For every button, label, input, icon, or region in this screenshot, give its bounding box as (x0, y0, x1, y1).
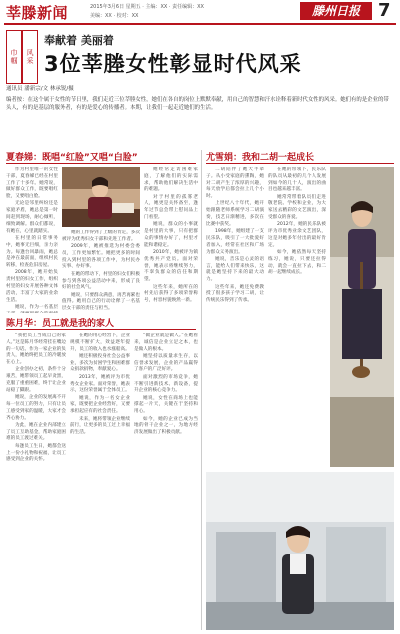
headline-kicker: 奉献着 美丽着 (44, 34, 114, 47)
paragraph: 每逢员工生日，她都会送上一份小礼物和祝福，让员工感受到企业的关怀。 (6, 443, 66, 463)
paragraph: “我把员工当成自己的家人。”这是陈月华经常挂在嘴边的一句话。作为一家企业的负责人，她始终把员工的冷暖放在心上。 (6, 333, 66, 366)
section-title-you: 尤雪娟：我和二胡一起成长 (206, 153, 315, 163)
paragraph: 为此，她在企业内部建立了员工互助基金，帮助家庭困难的员工渡过难关。 (6, 422, 66, 442)
paragraph: 作为村里唯一的女性干部，夏春娣已经在村里工作了十多年。她常说，做好群众工作，既要唱红脸，又要唱白脸。 (6, 167, 58, 200)
article-column-you-1 (206, 167, 264, 467)
article-column-xia-2 (62, 230, 140, 313)
paragraph: 二胡陪伴了她大半辈子。从小受家庭的熏陶，她对二胡产生了浓厚的兴趣，每天放学后都会拉上几个小时。 (206, 167, 264, 200)
article-column-chen-2 (70, 333, 130, 629)
paragraph: 她坚持以质量求生存，以信誉求发展，企业的产品赢得了客户的广泛好评。 (134, 353, 198, 373)
paragraph: 2009年，她被推选为村委会委员，工作更加繁忙。她把更多的时间投入到村里的各项工作中，为村民办实事、办好事。 (62, 244, 140, 270)
paragraph: 她说，企业的发展离不开每一位员工的努力，只有让员工感受到家的温暖，大家才会齐心协力。 (6, 395, 66, 421)
paragraph: 在她的带动下，村里的妇女们积极参与到各项公益活动中来，形成了良好的社会风气。 (62, 271, 140, 291)
section-title-chen: 陈月华：员工就是我的家人 (6, 319, 115, 329)
paragraph: 她经常走访困难家庭，了解他们的实际需求，帮助他们解决生活中的难题。 (144, 167, 198, 193)
section-rule-xia (6, 163, 196, 164)
article-column-xia-3 (144, 167, 198, 313)
masthead-rule (4, 23, 396, 25)
paragraph: 她常常带着队员们走进敬老院、学校和企业，为大家送去精彩的文艺演出，深受群众的喜爱。 (268, 194, 326, 221)
lead-paragraph: 编者按：在这个属于女性的节日里，我们走近三位莘塍女性，她们在各自的岗位上默默奉献，用自己的智慧和汗水诠释着新时代女性的风采。她们有的是企业的带头人，有的是基层的服务者，有的是爱心的传播者。本期，让我们一起走近她们的生活。 (6, 97, 389, 111)
paragraph: 她的工作得到了上级的肯定，多次被评为优秀妇女干部和先进工作者。 (62, 230, 140, 242)
paragraph: 她说，音乐是心灵的语言，能给人们带来快乐，这就是她坚持下来的最大动力。 (206, 256, 264, 283)
column-tag-2: 风采 (22, 30, 38, 84)
main-headline: 3位莘塍女性彰显时代风采 (44, 52, 302, 76)
paragraph: 她说，作为一名女企业家，既要把企业经营好，又要承担起应有的社会责任。 (70, 395, 130, 415)
paragraph: 如今，她依然每天坚持练习，她说，只要还拉得动，就会一直拉下去，和二胡一起继续成长。 (268, 250, 326, 276)
section-title-xia: 夏春娣：既唱“红脸”又唱“白脸” (6, 153, 138, 163)
paragraph: 面对激烈的市场竞争，她不断引进新技术、新设备，提升企业的核心竞争力。 (134, 374, 198, 394)
paragraph: 对于村里的孤寡老人，她更是关怀备至，逢年过节总会带上慰问品上门看望。 (144, 194, 198, 221)
paragraph: 上世纪八十年代，她开始跟随老师系统学习二胡演奏，技艺日渐精进，多次在比赛中获奖。 (206, 201, 264, 227)
paragraph: 她说，女性在商场上也能撑起一片天，关键在于坚持和用心。 (134, 395, 198, 415)
article-column-chen-1 (6, 333, 66, 629)
paragraph: 无论是邻里纠纷还是家庭矛盾，她总是第一时间赶到现场，耐心倾听，细致调解。群众们都说，有她在，心里就踏实。 (6, 201, 58, 234)
paragraph: 在村里的日常事务中，她事无巨细，亲力亲为。每逢台风暴雨，她总是冲在最前面，组织村民转移，检查危旧房屋。 (6, 235, 58, 269)
page-number: 7 (378, 0, 391, 21)
paragraph: 这些年来，她所在的村先后获得了多项荣誉称号，村容村貌焕然一新。 (144, 284, 198, 304)
paragraph: 2013年，她被评为市优秀女企业家。面对荣誉，她表示，这份荣誉属于全体员工。 (70, 374, 130, 394)
article-column-chen-3 (134, 333, 198, 629)
section-rule-you (206, 163, 394, 164)
paragraph: 2010年，她被评为镇优秀共产党员。面对荣誉，她表示将继续努力，不辜负群众的信任和期望。 (144, 250, 198, 283)
paragraph: 2012年，她的民乐队被评为市优秀业余文艺团队，这是对她多年付出的最好肯定。 (268, 222, 326, 248)
paragraph: “做企业就是做人。”在她看来，诚信是企业立足之本，也是做人的根本。 (134, 333, 198, 352)
paragraph: 1998年，她组建了一支民乐队，吸引了一大批爱好者加入，经常在社区和广场为群众义务演出。 (206, 229, 264, 255)
article-column-you-2 (268, 167, 326, 467)
article-column-xia-1 (6, 167, 58, 313)
masthead-meta-line1: 2015年3月6日 星期五 · 主编：XX · 责任编辑：XX (90, 4, 204, 10)
paragraph: 2008年，她开始负责村里的妇女工作，组织村里的妇女开展各种文体活动，丰富了大家的业余生活。 (6, 270, 58, 303)
newspaper-logo: 滕州日报 (300, 2, 372, 20)
masthead-meta-line2: 美编：XX · 校对：XX (90, 13, 139, 19)
masthead (0, 0, 400, 24)
paragraph: 她说，群众的小事就是村里的大事，只有把群众的事情办好了，村里才能和谐稳定。 (144, 222, 198, 248)
paragraph: 如今，她的企业已成为当地的骨干企业之一，为地方经济发展做出了积极贡献。 (134, 416, 198, 436)
paragraph: 在她的用心经营下，企业规模不断扩大，效益逐年提升，员工的收入也水涨船高。 (70, 333, 130, 352)
section-rule-chen (6, 329, 196, 330)
paragraph: 她说，只要群众满意，再苦再累也值得。她用自己的行动诠释了一名基层女干部的责任与担当。 (62, 292, 140, 312)
paragraph: 这些年来，她还免费教授了很多孩子学习二胡，让传统民乐得到了传承。 (206, 284, 264, 304)
byline: 通讯员 潘新宗/文 林承锐/摄 (6, 86, 74, 92)
paragraph: 她说，作为一名基层 (15, 304, 58, 310)
paragraph: 在她的带领下，民乐队的队员从最初的几个人发展到如今的几十人，演出的曲目也越来越丰富。 (268, 167, 326, 193)
column-tag-1: 巾帼 (6, 30, 22, 84)
paper-name: 莘滕新闻 (6, 4, 69, 22)
paragraph: 企业创办之初，条件十分艰苦，她带领员工起早贪黑，克服了重重困难，终于让企业站稳了脚跟。 (6, 367, 66, 393)
paragraph: 未来，她将带领企业继续前行，让更多的员工过上幸福的生活。 (70, 416, 130, 436)
paragraph: 她还积极投身社会公益事业，多次为贫困学生和困难群众捐款捐物，奉献爱心。 (70, 353, 130, 373)
column-divider (201, 150, 202, 630)
photo-xia (62, 167, 140, 227)
photo-you (330, 167, 394, 467)
photo-chen (206, 472, 394, 630)
